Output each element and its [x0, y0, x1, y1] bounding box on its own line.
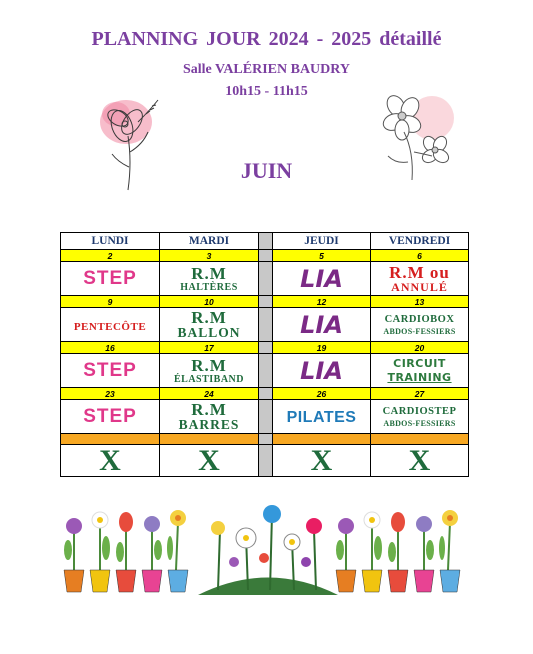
date-row [61, 296, 469, 308]
day-header-lundi: LUNDI [61, 233, 160, 250]
class-lia: LIA [300, 356, 343, 385]
class-row [61, 262, 469, 296]
gap-column [259, 354, 273, 388]
class-detail: HALTÈRES [180, 281, 238, 293]
class-rm: R.M [191, 263, 227, 283]
day-header-mardi: MARDI [160, 233, 259, 250]
class-row [61, 308, 469, 342]
session-time: 10h15 - 11h15 [225, 84, 308, 99]
class-cell [371, 308, 469, 342]
flower-pots-left [64, 510, 188, 592]
x-mark: X [198, 443, 220, 477]
date-cell: 23 [61, 388, 160, 400]
x-mark: X [99, 443, 121, 477]
date-cell: 26 [273, 388, 371, 400]
x-cell [273, 445, 371, 477]
class-cell [371, 354, 469, 388]
day-header-jeudi: JEUDI [273, 233, 371, 250]
day-header-vendredi: VENDREDI [371, 233, 469, 250]
class-circuit: CIRCUIT [393, 356, 446, 370]
class-cell [273, 400, 371, 434]
white-flower-illustration [374, 92, 464, 182]
gap-column [259, 388, 273, 400]
class-cell [160, 308, 259, 342]
empty-row [61, 445, 469, 477]
header-row [61, 233, 469, 250]
class-cell [273, 262, 371, 296]
pink-flower-illustration [88, 92, 168, 192]
class-cell [371, 262, 469, 296]
date-cell: 5 [273, 250, 371, 262]
holiday-label: PENTECÔTE [73, 321, 147, 333]
date-cell: 19 [273, 342, 371, 354]
class-cell [160, 354, 259, 388]
flower-pots-right [336, 510, 460, 592]
class-row [61, 354, 469, 388]
class-cell [273, 354, 371, 388]
wildflower-bed [198, 505, 338, 595]
class-cell [273, 308, 371, 342]
x-cell [61, 445, 160, 477]
date-cell: 24 [160, 388, 259, 400]
schedule-table [60, 232, 469, 477]
orange-band-row [61, 434, 469, 445]
date-cell: 3 [160, 250, 259, 262]
date-cell: 13 [371, 296, 469, 308]
date-cell: 9 [61, 296, 160, 308]
class-rm: R.M [191, 308, 227, 327]
gap-column [259, 296, 273, 308]
gap-column [259, 262, 273, 296]
page-title: PLANNING JOUR 2024 - 2025 détaillé [91, 28, 442, 50]
class-cell [61, 262, 160, 296]
gap-column [259, 233, 273, 250]
class-detail: ABDOS-FESSIERS [383, 418, 456, 428]
class-detail: ABDOS-FESSIERS [383, 326, 456, 336]
class-lia: LIA [300, 264, 343, 293]
class-rm: R.M [191, 400, 227, 419]
date-cell: 10 [160, 296, 259, 308]
date-cell: 12 [273, 296, 371, 308]
class-rm-or: R.M ou [389, 263, 450, 282]
class-detail: BARRES [178, 417, 240, 432]
gap-column [259, 434, 273, 445]
date-cell: 17 [160, 342, 259, 354]
class-row [61, 400, 469, 434]
gap-column [259, 308, 273, 342]
class-step: STEP [83, 405, 137, 427]
date-cell: 27 [371, 388, 469, 400]
date-row [61, 388, 469, 400]
gap-column [259, 250, 273, 262]
gap-column [259, 342, 273, 354]
x-mark: X [408, 443, 431, 477]
x-cell [371, 445, 469, 477]
date-cell: 6 [371, 250, 469, 262]
class-step: STEP [83, 267, 137, 289]
flower-pots-border [58, 500, 478, 600]
x-cell [160, 445, 259, 477]
class-cardiobox: CARDIOBOX [384, 313, 455, 325]
date-cell: 16 [61, 342, 160, 354]
venue-name: Salle VALÉRIEN BAUDRY [182, 62, 351, 77]
class-step: STEP [83, 359, 137, 381]
class-cell [160, 400, 259, 434]
class-detail: ÉLASTIBAND [173, 373, 245, 385]
class-rm: R.M [191, 355, 227, 375]
class-detail: BALLON [177, 325, 241, 340]
class-cardiostep: CARDIOSTEP [382, 405, 457, 417]
date-cell: 2 [61, 250, 160, 262]
class-cell [371, 400, 469, 434]
class-cell [61, 354, 160, 388]
class-cell [61, 400, 160, 434]
class-cancelled: ANNULÉ [391, 280, 448, 294]
class-pilates: PILATES [286, 408, 357, 426]
date-cell: 20 [371, 342, 469, 354]
class-training: TRAINING [387, 370, 452, 384]
date-row [61, 250, 469, 262]
class-cell [61, 308, 160, 342]
gap-column [259, 445, 273, 477]
x-mark: X [310, 443, 333, 477]
class-lia: LIA [300, 310, 343, 339]
date-row [61, 342, 469, 354]
class-cell [160, 262, 259, 296]
month-title: JUIN [240, 158, 293, 183]
gap-column [259, 400, 273, 434]
